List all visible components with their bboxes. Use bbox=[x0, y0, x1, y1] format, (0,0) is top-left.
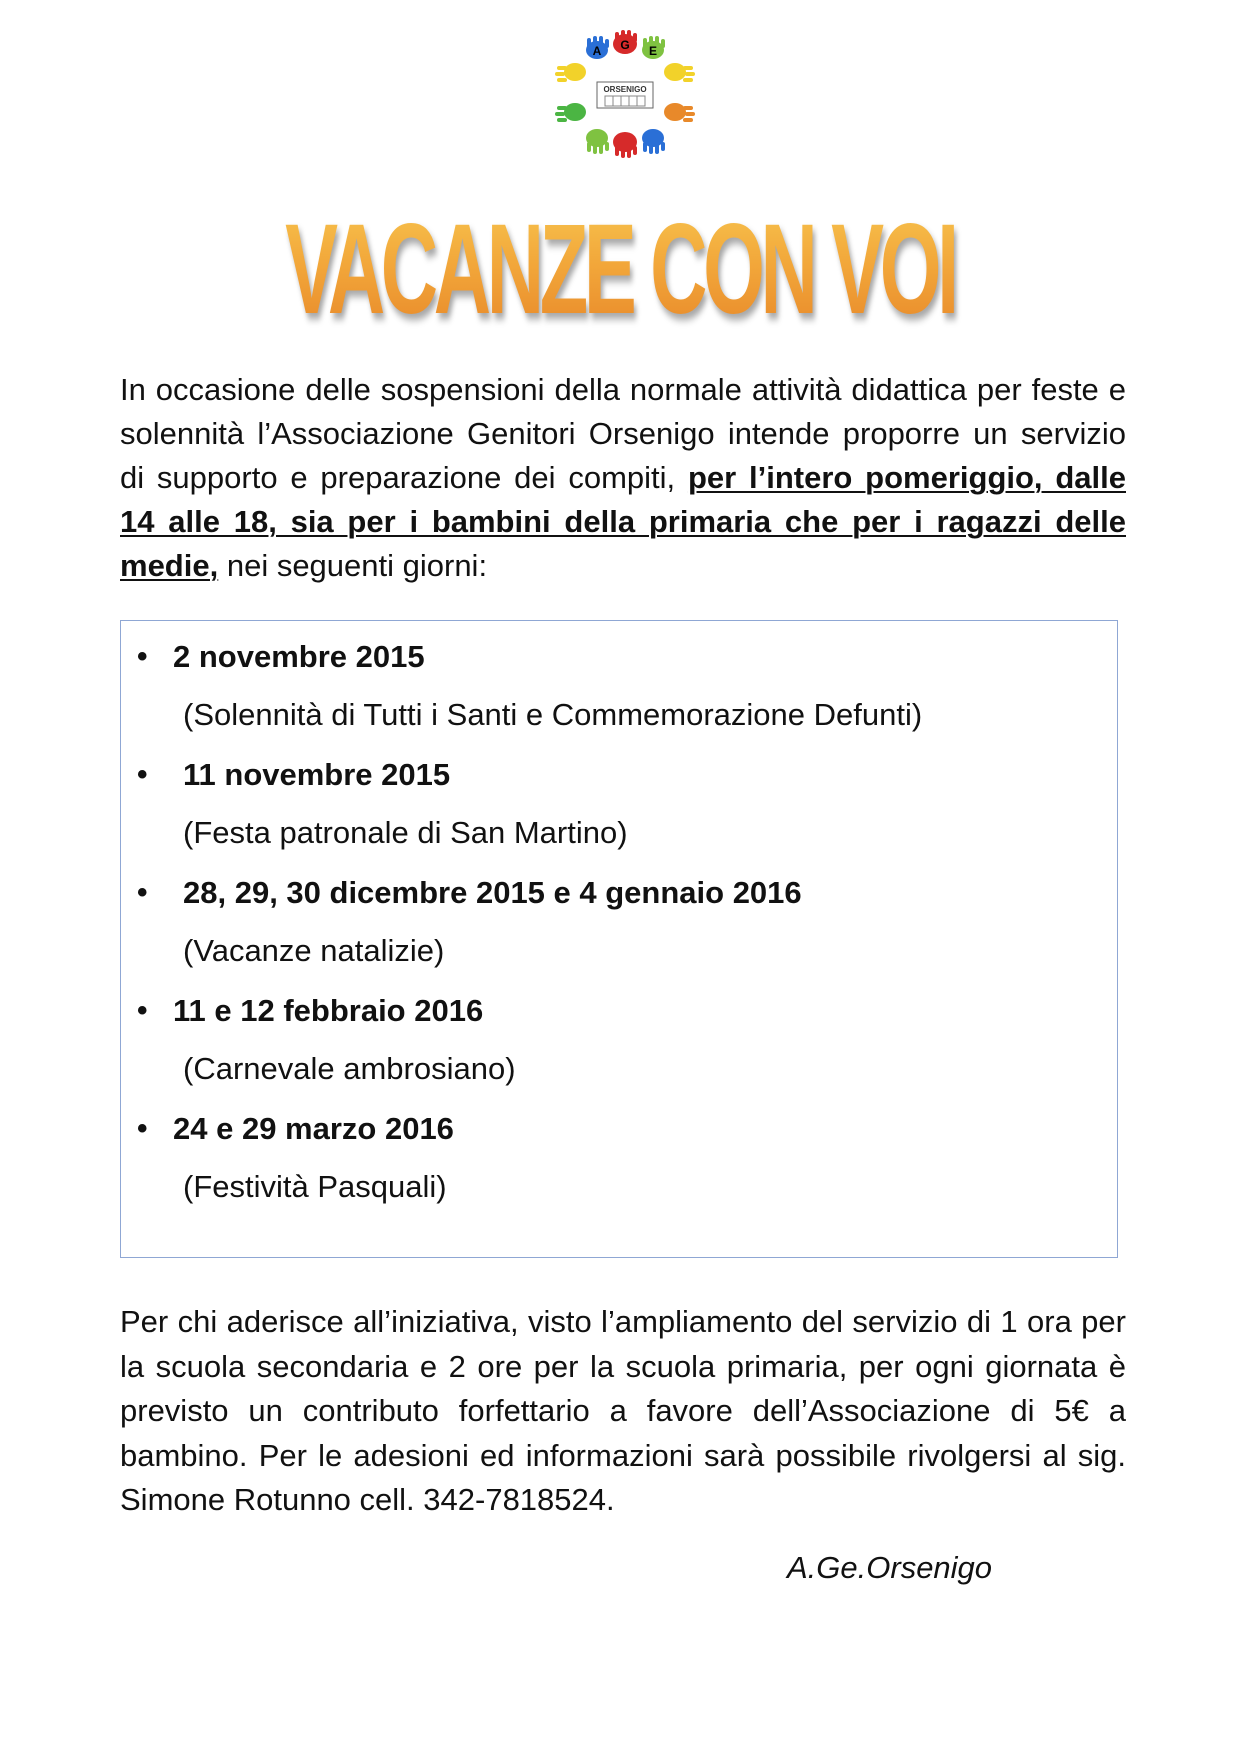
hand-icon bbox=[664, 103, 695, 122]
hand-icon bbox=[664, 63, 695, 82]
logo-label: ORSENIGO bbox=[603, 85, 647, 94]
intro-highlight: per l’intero pomeriggio, dalle 14 alle 18, sia per i bambini della primaria che per i ragazzi delle medie, bbox=[120, 460, 1126, 583]
date-label: 11 e 12 febbraio 2016 bbox=[173, 993, 484, 1028]
hand-icon bbox=[555, 103, 586, 122]
bullet: • bbox=[137, 758, 148, 791]
list-item bbox=[121, 627, 1117, 745]
date-description: (Vacanze natalizie) bbox=[183, 933, 445, 968]
logo-letter: G bbox=[620, 38, 630, 52]
bullet: • bbox=[137, 994, 148, 1027]
hand-icon bbox=[555, 63, 586, 82]
bullet: • bbox=[137, 876, 148, 909]
bullet: • bbox=[137, 1112, 148, 1145]
hand-icon bbox=[586, 129, 609, 154]
closing-paragraph: Per chi aderisce all’iniziativa, visto l’ampliamento del servizio di 1 ora per la scuola secondaria e 2 ore per la scuola primaria, per ogni giornata è previsto un contributo forfettario a favore dell’Associazione di 5€ a bambino. Per le adesioni ed informazioni sarà possibile rivolgersi al sig. Simone Rotunno cell. 342-7818524. bbox=[120, 1304, 1126, 1517]
list-item bbox=[121, 981, 1117, 1099]
bullet: • bbox=[137, 640, 148, 673]
hand-icon bbox=[613, 132, 637, 158]
association-logo bbox=[535, 30, 715, 160]
logo-letter: A bbox=[592, 44, 602, 58]
list-item bbox=[121, 863, 1117, 981]
dates-box bbox=[120, 620, 1118, 1258]
date-label: 28, 29, 30 dicembre 2015 e 4 gennaio 2016 bbox=[183, 875, 802, 910]
intro-text: In occasione delle sospensioni della normale attività didattica per feste e solennità l’Associazione Genitori Orsenigo intende proporre un servizio di supporto e preparazione dei compiti, bbox=[120, 372, 1126, 495]
hand-icon bbox=[642, 129, 665, 154]
intro-paragraph bbox=[120, 368, 1126, 588]
logo-letter: E bbox=[648, 44, 658, 58]
date-label: 11 novembre 2015 bbox=[183, 757, 451, 792]
date-description: (Solennità di Tutti i Santi e Commemorazione Defunti) bbox=[183, 697, 923, 732]
date-description: (Festa patronale di San Martino) bbox=[183, 815, 628, 850]
intro-text-end: nei seguenti giorni: bbox=[218, 548, 488, 583]
date-label: 24 e 29 marzo 2016 bbox=[173, 1111, 454, 1146]
dates-list bbox=[121, 627, 1117, 1217]
date-description: (Carnevale ambrosiano) bbox=[183, 1051, 516, 1086]
signature: A.Ge.Orsenigo bbox=[787, 1550, 993, 1585]
page-title: VACANZE CON VOI bbox=[236, 205, 1005, 335]
list-item bbox=[121, 745, 1117, 863]
date-label: 2 novembre 2015 bbox=[173, 639, 425, 674]
date-description: (Festività Pasquali) bbox=[183, 1169, 447, 1204]
list-item bbox=[121, 1099, 1117, 1217]
